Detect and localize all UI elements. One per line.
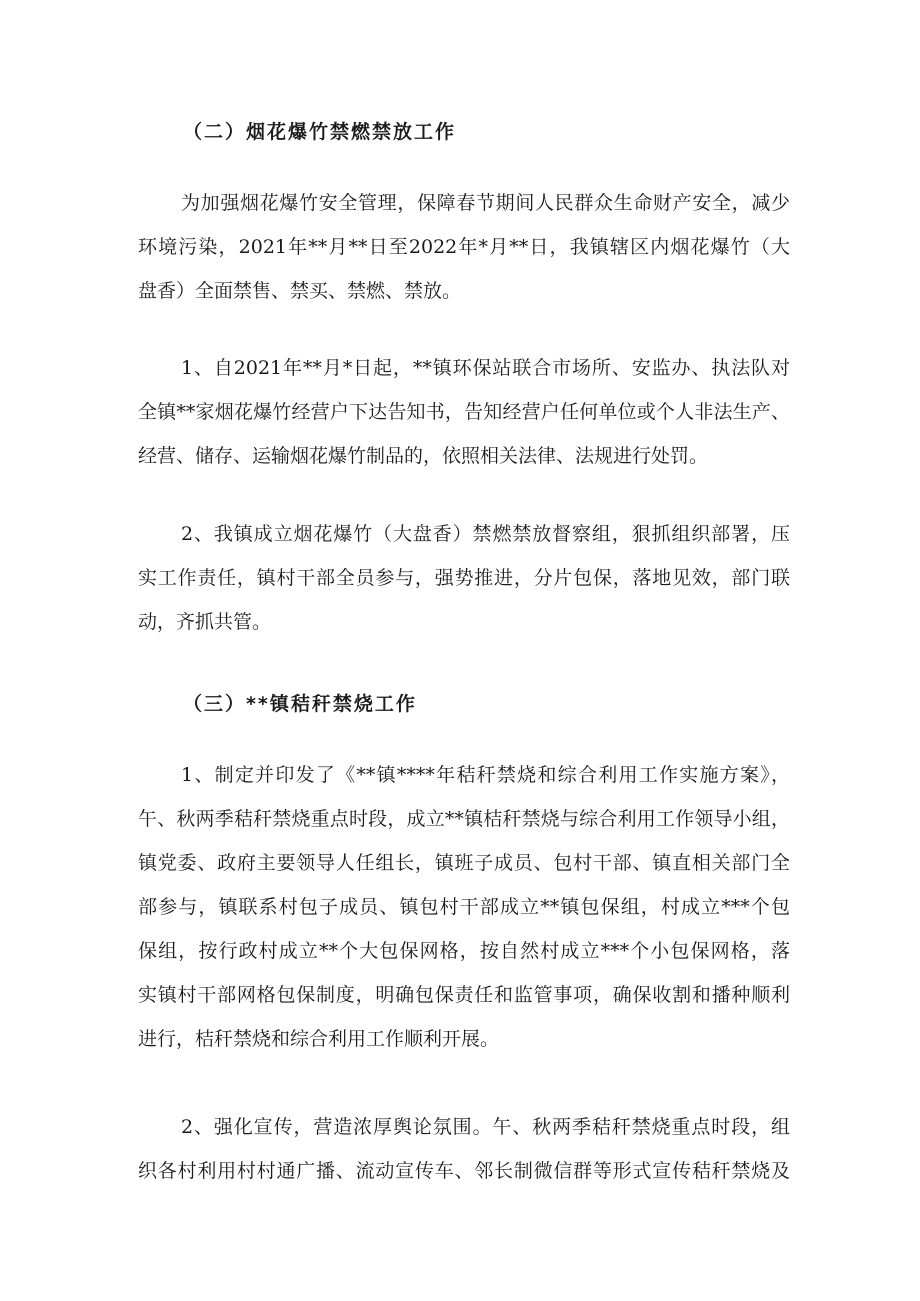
- paragraph-fireworks-item-2: [138, 522, 790, 654]
- paragraph-straw-item-1: [138, 763, 790, 1071]
- paragraph-line: 1、制定并印发了《**镇****年秸秆禁烧和综合利用工作实施方案》，: [181, 764, 790, 786]
- paragraph-fireworks-intro: [138, 191, 790, 323]
- paragraph-line: 环境污染，2021年**月**日至2022年*月**日，我镇辖区内烟花爆竹（大: [138, 236, 790, 258]
- paragraph-line: 午、秋两季秸秆禁烧重点时段，成立**镇桔秆禁烧与综合利用工作领导小组，: [138, 808, 790, 830]
- paragraph-line: 镇党委、政府主要领导人任组长，镇班子成员、包村干部、镇直相关部门全: [138, 852, 790, 874]
- paragraph-line: 实工作责任，镇村干部全员参与，强势推进，分片包保，落地见效，部门联: [138, 567, 790, 589]
- paragraph-line: 保组，按行政村成立**个大包保网格，按自然村成立***个小包保网格，落: [138, 940, 790, 962]
- section-heading-fireworks: （二）烟花爆竹禁燃禁放工作: [183, 121, 457, 143]
- paragraph-line: 进行，桔秆禁烧和综合利用工作顺利开展。: [138, 1028, 500, 1050]
- paragraph-line: 2、强化宣传，营造浓厚舆论氛围。午、秋两季秸秆禁烧重点时段，组: [181, 1116, 790, 1138]
- paragraph-line: 动，齐抓共管。: [138, 611, 272, 633]
- paragraph-fireworks-item-1: [138, 356, 790, 488]
- paragraph-line: 实镇村干部网格包保制度，明确包保责任和监管事项，确保收割和播种顺利: [138, 984, 790, 1006]
- paragraph-straw-item-2: [138, 1115, 790, 1203]
- paragraph-line: 织各村利用村村通广播、流动宣传车、邻长制微信群等形式宣传秸秆禁烧及: [138, 1160, 790, 1182]
- paragraph-line: 1、自2021年**月*日起，**镇环保站联合市场所、安监办、执法队对: [181, 357, 790, 379]
- paragraph-line: 经营、储存、运输烟花爆竹制品的，依照相关法律、法规进行处罚。: [138, 445, 709, 467]
- section-heading-straw-burning: （三）**镇秸秆禁烧工作: [183, 693, 417, 715]
- paragraph-line: 为加强烟花爆竹安全管理，保障春节期间人民群众生命财产安全，减少: [181, 192, 790, 214]
- paragraph-line: 2、我镇成立烟花爆竹（大盘香）禁燃禁放督察组，狠抓组织部署，压: [181, 523, 790, 545]
- paragraph-line: 全镇**家烟花爆竹经营户下达告知书，告知经营户任何单位或个人非法生产、: [138, 401, 790, 423]
- paragraph-line: 盘香）全面禁售、禁买、禁燃、禁放。: [138, 280, 462, 302]
- paragraph-line: 部参与，镇联系村包子成员、镇包村干部成立**镇包保组，村成立***个包: [138, 896, 790, 918]
